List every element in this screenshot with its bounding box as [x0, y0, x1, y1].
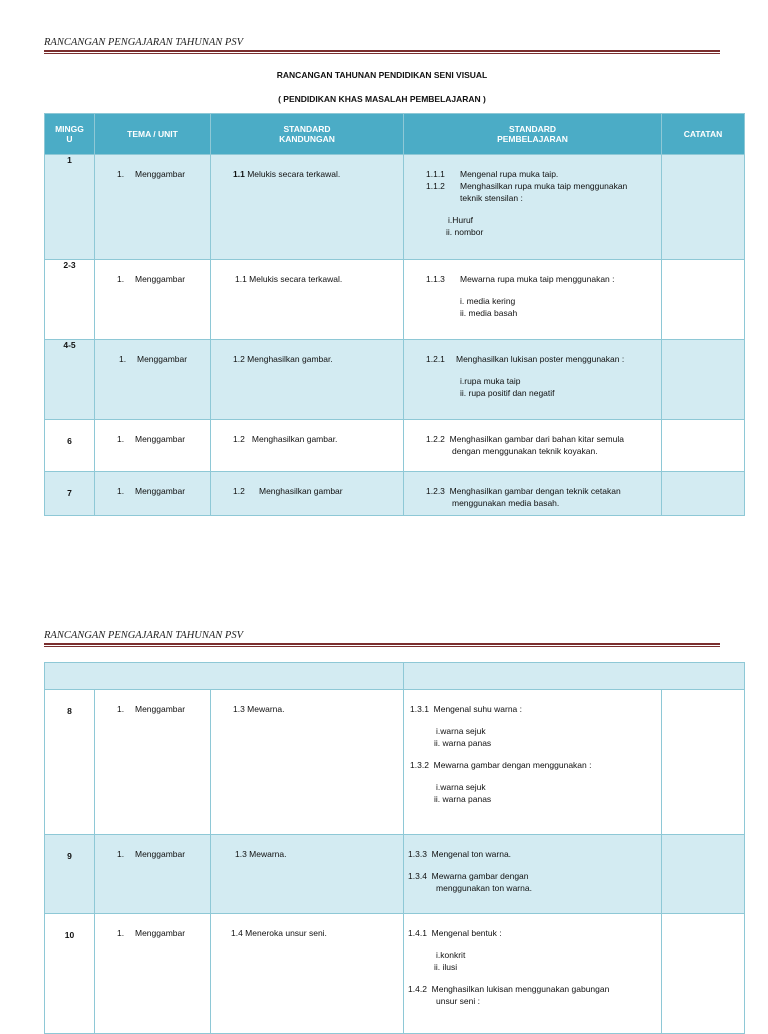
- week-cell: 7: [45, 472, 95, 516]
- sp-code: 1.1.3: [426, 274, 445, 284]
- sk-text: 1.2 Menghasilkan gambar.: [233, 354, 333, 364]
- sp-text: Mengenal rupa muka taip.: [460, 169, 559, 179]
- table-row: [45, 690, 745, 835]
- table-row: [45, 155, 745, 260]
- catatan-cell: [662, 914, 745, 1034]
- sp-list-item: i.konkrit: [436, 950, 466, 960]
- sk-text: 1.4 Meneroka unsur seni.: [231, 928, 327, 938]
- sp-cell: [404, 690, 662, 835]
- sk-cell: [211, 260, 404, 340]
- sp-text: 1.4.1 Mengenal bentuk :: [408, 928, 502, 938]
- tema-number: 1.: [117, 274, 125, 284]
- sp-text: teknik stensilan :: [460, 193, 523, 203]
- tema-cell: [95, 155, 211, 260]
- col-header-sk-line1: STANDARD: [283, 124, 331, 134]
- tema-text: Menggambar: [135, 169, 186, 179]
- catatan-cell: [662, 340, 745, 420]
- table-header-row-empty: [45, 663, 745, 690]
- tema-cell: [95, 472, 211, 516]
- sk-text: 1.3 Mewarna.: [235, 849, 287, 859]
- sp-cell: [404, 155, 662, 260]
- tema-number: 1.: [117, 434, 125, 444]
- catatan-cell: [662, 835, 745, 914]
- sp-list-item: ii. nombor: [446, 227, 484, 237]
- col-header-catatan: CATATAN: [662, 114, 745, 155]
- sp-code: 1.1.2: [426, 181, 445, 191]
- table-row: [45, 472, 745, 516]
- sp-code: 1.2.1: [426, 354, 445, 364]
- col-header-sp-line1: STANDARD: [508, 124, 557, 134]
- catatan-cell: [662, 260, 745, 340]
- sp-cell: [404, 835, 662, 914]
- page-header-title: RANCANGAN PENGAJARAN TAHUNAN PSV: [44, 37, 243, 48]
- col-header-standard-kandungan: [211, 114, 404, 155]
- header-blank: [404, 663, 745, 690]
- tema-number: 1.: [117, 486, 125, 496]
- sp-text: 1.3.1 Mengenal suhu warna :: [410, 704, 523, 714]
- catatan-cell: [662, 472, 745, 516]
- sp-text: 1.2.2 Menghasilkan gambar dari bahan kitar semula: [426, 434, 624, 444]
- sp-text: 1.4.2 Menghasilkan lukisan menggunakan gabungan: [408, 984, 610, 994]
- sp-code: 1.1.1: [426, 169, 445, 179]
- sp-list-item: ii. ilusi: [434, 962, 458, 972]
- tema-text: Menggambar: [135, 928, 186, 938]
- annual-plan-table: [44, 113, 745, 516]
- tema-number: 1.: [117, 169, 125, 179]
- tema-text: Menggambar: [135, 486, 186, 496]
- sp-text: menggunakan ton warna.: [436, 883, 532, 893]
- table-row: [45, 260, 745, 340]
- sp-list-item: i.warna sejuk: [436, 726, 486, 736]
- table-row: [45, 835, 745, 914]
- sp-line: [426, 273, 655, 285]
- col-header-standard-pembelajaran: [404, 114, 662, 155]
- week-cell: 8: [45, 690, 95, 835]
- tema-text: Menggambar: [135, 274, 186, 284]
- sp-text: Menghasilkan lukisan poster menggunakan :: [456, 354, 625, 364]
- col-header-sp-line2: PEMBELAJARAN: [497, 134, 568, 144]
- sp-line: [426, 353, 655, 365]
- sp-list-item: ii. rupa positif dan negatif: [460, 388, 555, 398]
- week-cell: 6: [45, 420, 95, 472]
- sp-text: Menghasilkan rupa muka taip menggunakan: [460, 181, 628, 191]
- sp-text: 1.3.2 Mewarna gambar dengan menggunakan :: [410, 760, 592, 770]
- week-cell: 2-3: [45, 260, 95, 340]
- sp-list-item: i.Huruf: [448, 215, 474, 225]
- sk-number: 1.1: [233, 169, 245, 179]
- week-cell: 1: [45, 155, 95, 260]
- sp-line: [426, 180, 655, 192]
- sp-list-item: ii. warna panas: [434, 738, 492, 748]
- sp-text: unsur seni :: [436, 996, 480, 1006]
- week-cell: 9: [45, 835, 95, 914]
- tema-text: Menggambar: [135, 704, 186, 714]
- table-row: [45, 340, 745, 420]
- sp-cell: [404, 340, 662, 420]
- tema-number: 1.: [117, 928, 125, 938]
- tema-text: Menggambar: [137, 354, 188, 364]
- document-subtitle: ( PENDIDIKAN KHAS MASALAH PEMBELAJARAN ): [278, 94, 486, 104]
- sk-cell: [211, 472, 404, 516]
- col-header-minggu: MINGG U: [45, 114, 95, 155]
- sk-cell: [211, 155, 404, 260]
- col-header-tema: TEMA / UNIT: [95, 114, 211, 155]
- sk-text: 1.2 Menghasilkan gambar.: [233, 434, 338, 444]
- header-rule: [44, 643, 720, 647]
- sp-list-item: i.rupa muka taip: [460, 376, 521, 386]
- sp-cell: [404, 260, 662, 340]
- sp-text: 1.2.3 Menghasilkan gambar dengan teknik cetakan: [426, 486, 621, 496]
- tema-number: 1.: [117, 849, 125, 859]
- tema-text: Menggambar: [135, 434, 186, 444]
- week-cell: 4-5: [45, 340, 95, 420]
- sp-cell: [404, 420, 662, 472]
- week-cell: 10: [45, 914, 95, 1034]
- sp-text: menggunakan media basah.: [452, 498, 560, 508]
- tema-cell: [95, 260, 211, 340]
- document-title: RANCANGAN TAHUNAN PENDIDIKAN SENI VISUAL: [276, 70, 488, 80]
- sk-text: Melukis secara terkawal.: [247, 169, 341, 179]
- sp-list-item: ii. warna panas: [434, 794, 492, 804]
- sp-text: Mewarna rupa muka taip menggunakan :: [460, 274, 615, 284]
- header-blank: [45, 663, 404, 690]
- catatan-cell: [662, 420, 745, 472]
- sp-list-item: ii. media basah: [460, 308, 518, 318]
- table-header-row: [45, 114, 745, 155]
- sp-cell: [404, 472, 662, 516]
- catatan-cell: [662, 155, 745, 260]
- sk-cell: [211, 690, 404, 835]
- sp-text: 1.3.4 Mewarna gambar dengan: [408, 871, 529, 881]
- page-header-title: RANCANGAN PENGAJARAN TAHUNAN PSV: [44, 630, 243, 641]
- col-header-sk-line2: KANDUNGAN: [279, 134, 335, 144]
- catatan-cell: [662, 690, 745, 835]
- tema-cell: [95, 340, 211, 420]
- tema-cell: [95, 914, 211, 1034]
- sk-text: 1.1 Melukis secara terkawal.: [235, 274, 343, 284]
- tema-cell: [95, 835, 211, 914]
- table-row: [45, 420, 745, 472]
- tema-cell: [95, 420, 211, 472]
- sp-cell: [404, 914, 662, 1034]
- sk-cell: [211, 420, 404, 472]
- tema-cell: [95, 690, 211, 835]
- header-rule: [44, 50, 720, 54]
- sk-cell: [211, 835, 404, 914]
- sk-text: 1.2 Menghasilkan gambar: [233, 486, 343, 496]
- sk-cell: [211, 340, 404, 420]
- sk-cell: [211, 914, 404, 1034]
- sp-line: [426, 168, 655, 180]
- table-row: [45, 914, 745, 1034]
- tema-text: Menggambar: [135, 849, 186, 859]
- sp-list-item: i.warna sejuk: [436, 782, 486, 792]
- sp-text: dengan menggunakan teknik koyakan.: [452, 446, 598, 456]
- sp-text: 1.3.3 Mengenal ton warna.: [408, 849, 512, 859]
- tema-number: 1.: [119, 354, 127, 364]
- sk-text: 1.3 Mewarna.: [233, 704, 285, 714]
- tema-number: 1.: [117, 704, 125, 714]
- sp-list-item: i. media kering: [460, 296, 516, 306]
- annual-plan-table-continued: [44, 662, 745, 1034]
